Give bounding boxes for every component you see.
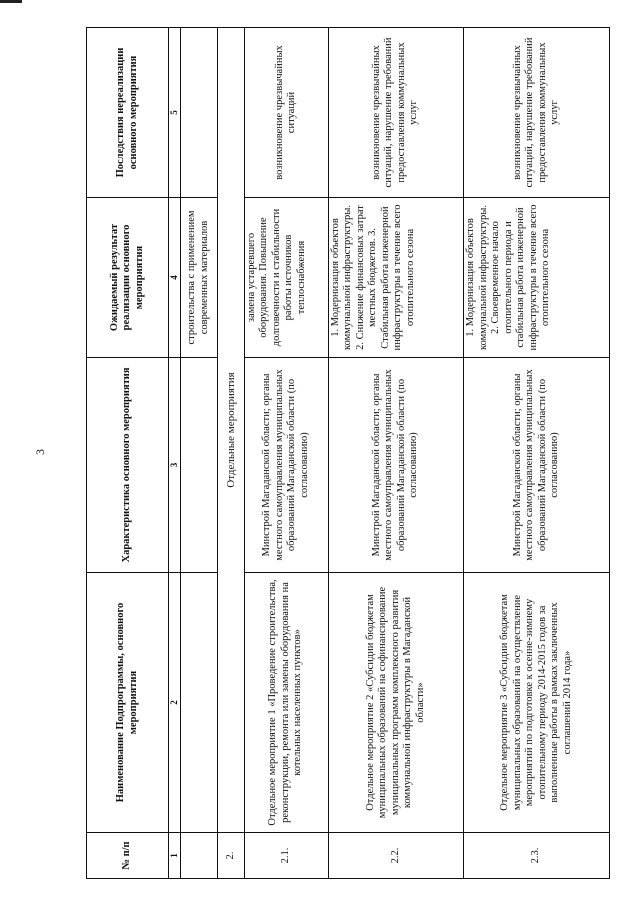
rotated-page <box>86 28 610 879</box>
row-consequences: возникновение чрезвычайных ситуаций, нарушение требований предоставления коммунальных услуг <box>464 28 610 198</box>
column-numbers-row <box>169 28 181 879</box>
section-title: Отдельные мероприятия <box>217 28 244 833</box>
row-characteristic: Минстрой Магаданской области; органы местного самоуправления муниципальных образований Магаданской области (по согласованию) <box>328 358 463 573</box>
row-name: Отдельное мероприятие 2 «Субсидии бюджетам муниципальных образований на софинансирование муниципальных программ комплексного развития коммунальной инфраструктуры в Магаданской области» <box>328 573 463 833</box>
column-number: 1 <box>169 833 181 879</box>
row-characteristic: Минстрой Магаданской области; органы местного самоуправления муниципальных образований Магаданской области (по согласованию) <box>244 358 328 573</box>
row-result: 1. Модернизация объектов коммунальной инфраструктуры. 2. Снижение финансовых затрат местных бюджетов. 3. Стабильная работа инженерной инфраструктуры в течение всего отопительного сезона <box>328 198 463 358</box>
empty-cell <box>180 573 217 833</box>
row-consequences: возникновение чрезвычайных ситуаций <box>244 28 328 198</box>
table-header-row <box>87 28 169 879</box>
row-number: 2.1. <box>244 833 328 879</box>
header-consequences: Последствия нереализации основного мероприятия <box>87 28 169 198</box>
empty-cell <box>180 28 217 198</box>
row-characteristic: Минстрой Магаданской области; органы местного самоуправления муниципальных образований Магаданской области (по согласованию) <box>464 358 610 573</box>
header-num: № п/п <box>87 833 169 879</box>
column-number: 2 <box>169 573 181 833</box>
continuation-text: строительства с применением современных материалов <box>180 198 217 358</box>
header-result: Ожидаемый результат реализации основного мероприятия <box>87 198 169 358</box>
table-row <box>328 28 463 879</box>
column-number: 5 <box>169 28 181 198</box>
empty-cell <box>180 833 217 879</box>
section-number: 2. <box>217 833 244 879</box>
column-number: 4 <box>169 198 181 358</box>
row-number: 2.3. <box>464 833 610 879</box>
row-result: замена устаревшего оборудования. Повышение долговечности и стабильности работы источников теплоснабжения <box>244 198 328 358</box>
header-characteristic: Характеристика основного мероприятия <box>87 358 169 573</box>
column-number: 3 <box>169 358 181 573</box>
page-number: 3 <box>33 449 47 455</box>
row-number: 2.2. <box>328 833 463 879</box>
scan-edge-mark <box>0 0 22 3</box>
table-row <box>464 28 610 879</box>
empty-cell <box>180 358 217 573</box>
row-name: Отдельное мероприятие 1 «Проведение строительства, реконструкции, ремонта или замены оборудования на котельных населенных пунктов» <box>244 573 328 833</box>
row-name: Отдельное мероприятие 3 «Субсидии бюджетам муниципальных образований на осуществление мероприятий по подготовке к осенне-зимнему отопительному периоду 2014-2015 годов за выполненные работы в рамках заключенных соглашений 2014 года» <box>464 573 610 833</box>
row-consequences: возникновение чрезвычайных ситуаций, нарушение требований предоставления коммунальных услуг <box>328 28 463 198</box>
section-row <box>217 28 244 879</box>
measures-table <box>86 27 610 879</box>
table-row <box>244 28 328 879</box>
continuation-row <box>180 28 217 879</box>
header-name: Наименование Подпрограммы, основного мероприятия <box>87 573 169 833</box>
row-result: 1. Модернизация объектов коммунальной инфраструктуры. 2. Своевременное начало отопительного периода и стабильная работа инженерной инфраструктуры в течение всего отопительного сезона <box>464 198 610 358</box>
